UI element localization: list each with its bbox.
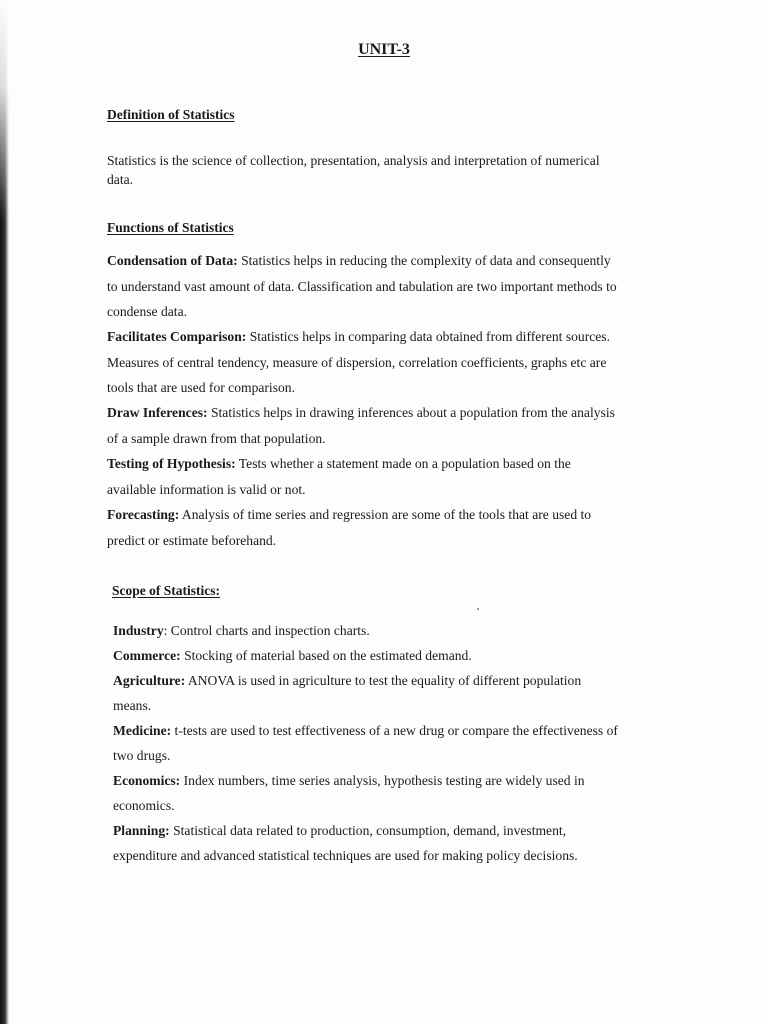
functions-text: Statistics helps in reducing the complexity of data and consequently: [237, 253, 611, 268]
scope-line: [113, 673, 581, 689]
scope-text: : Control charts and inspection charts.: [163, 623, 370, 638]
functions-line: of a sample drawn from that population.: [107, 431, 326, 446]
definition-line: Statistics is the science of collection, presentation, analysis and interpretation of numerical: [107, 153, 600, 168]
functions-line: [107, 405, 615, 421]
definition-line: data.: [107, 172, 134, 187]
functions-heading: Functions of Statistics: [107, 220, 234, 235]
scope-term: Industry: [113, 623, 164, 638]
functions-term: Draw Inferences:: [107, 405, 208, 420]
scope-line: two drugs.: [113, 748, 171, 763]
scope-line: means.: [113, 698, 152, 713]
scope-line: [113, 623, 370, 639]
functions-line: available information is valid or not.: [107, 482, 306, 497]
functions-line: [107, 329, 610, 345]
functions-text: Statistics helps in drawing inferences about a population from the analysis: [207, 405, 615, 420]
functions-term: Forecasting:: [107, 507, 180, 522]
scope-term: Economics:: [113, 773, 181, 788]
scope-term: Medicine:: [113, 723, 172, 738]
scope-line: [113, 723, 618, 739]
functions-line: Measures of central tendency, measure of dispersion, correlation coefficients, graphs etc are: [107, 355, 607, 370]
scope-line: [113, 823, 566, 839]
functions-line: tools that are used for comparison.: [107, 380, 295, 395]
functions-term: Testing of Hypothesis:: [107, 456, 236, 471]
scope-text: Stocking of material based on the estimated demand.: [180, 648, 472, 663]
scope-term: Agriculture:: [113, 673, 186, 688]
functions-line: condense data.: [107, 304, 188, 319]
scope-text: t-tests are used to test effectiveness of a new drug or compare the effectiveness of: [171, 723, 618, 738]
scan-speck: [477, 608, 479, 610]
scan-edge-fade: [0, 0, 9, 220]
scope-text: Index numbers, time series analysis, hypothesis testing are widely used in: [180, 773, 585, 788]
scope-term: Commerce:: [113, 648, 181, 663]
scope-line: [113, 648, 472, 664]
functions-text: Tests whether a statement made on a population based on the: [235, 456, 571, 471]
scope-line: expenditure and advanced statistical techniques are used for making policy decisions.: [113, 848, 578, 863]
functions-line: [107, 507, 591, 523]
functions-line: [107, 253, 611, 269]
scope-term: Planning:: [113, 823, 170, 838]
functions-line: [107, 456, 571, 472]
functions-term: Facilitates Comparison:: [107, 329, 247, 344]
functions-text: Analysis of time series and regression are some of the tools that are used to: [179, 507, 592, 522]
functions-line: predict or estimate beforehand.: [107, 533, 277, 548]
page-title: UNIT-3: [358, 41, 410, 58]
functions-text: Statistics helps in comparing data obtained from different sources.: [246, 329, 610, 344]
scope-line: economics.: [113, 798, 175, 813]
scope-line: [113, 773, 585, 789]
scope-text: Statistical data related to production, consumption, demand, investment,: [169, 823, 567, 838]
functions-term: Condensation of Data:: [107, 253, 238, 268]
scope-heading: Scope of Statistics:: [112, 583, 220, 598]
functions-line: to understand vast amount of data. Classification and tabulation are two important methods to: [107, 279, 617, 294]
definition-heading: Definition of Statistics: [107, 107, 235, 122]
scope-text: ANOVA is used in agriculture to test the equality of different population: [185, 673, 582, 688]
